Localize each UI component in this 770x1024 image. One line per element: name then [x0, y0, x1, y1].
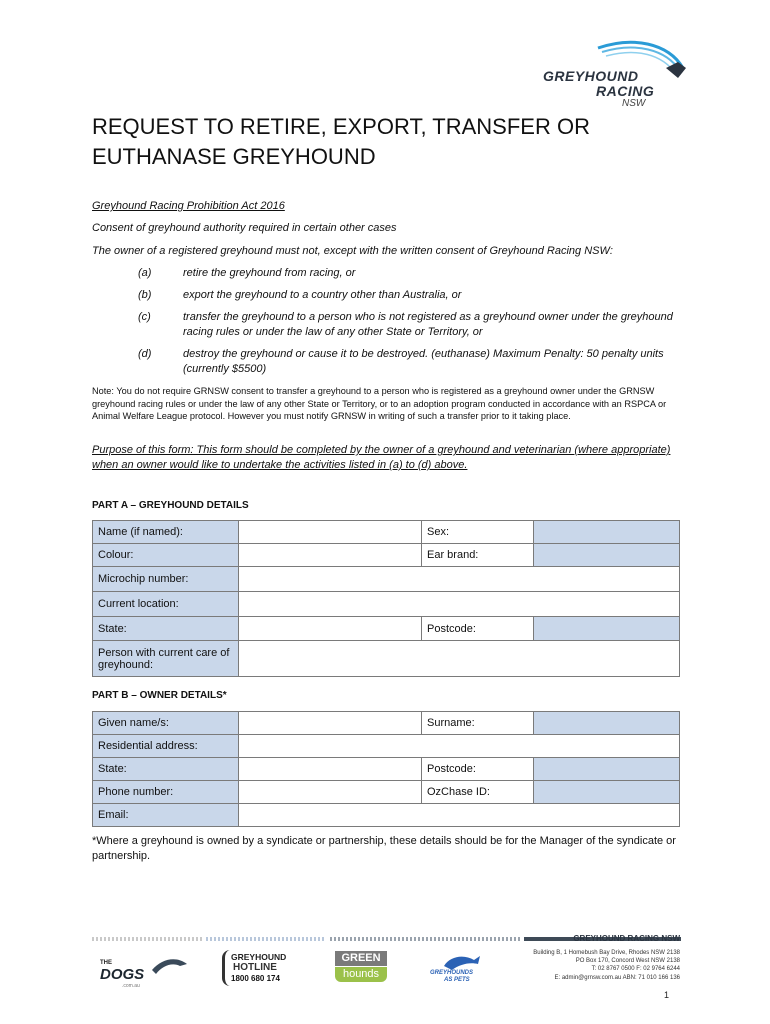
- address-line: Building B, 1 Homebush Bay Drive, Rhodes NSW 2138: [533, 950, 680, 956]
- surname-label: Surname:: [422, 712, 534, 735]
- list-item: [92, 310, 682, 340]
- item-label: (b): [138, 289, 152, 301]
- phone-field[interactable]: [239, 781, 422, 804]
- item-text: export the greyhound to a country other than Australia, or: [183, 289, 462, 301]
- org-name: GREYHOUND RACING NSW: [573, 934, 680, 943]
- phone-label: Phone number:: [93, 781, 239, 804]
- dogs-url-text: .com.au: [122, 983, 140, 989]
- greenhounds-logo: [335, 951, 387, 983]
- sex-label: Sex:: [422, 521, 534, 544]
- hounds-text: hounds: [335, 967, 387, 982]
- item-text: destroy the greyhound or cause it to be destroyed. (euthanase) Maximum Penalty: 50 penalty units (currently $5500): [183, 348, 664, 375]
- hotline-logo: [222, 950, 305, 986]
- name-field[interactable]: [239, 521, 422, 544]
- surname-field[interactable]: [534, 712, 680, 735]
- the-dogs-logo: [92, 950, 192, 990]
- microchip-label: Microchip number:: [93, 567, 239, 592]
- ozchase-field[interactable]: [534, 781, 680, 804]
- address-field[interactable]: [239, 735, 680, 758]
- address-line: PO Box 170, Concord West NSW 2138: [575, 958, 680, 964]
- logo-line-1: GREYHOUND: [543, 68, 639, 84]
- owner-state-field[interactable]: [239, 758, 422, 781]
- item-label: (a): [138, 267, 152, 279]
- list-item: [92, 288, 682, 303]
- hotline-line-2: HOTLINE: [233, 962, 277, 973]
- postcode-field[interactable]: [534, 617, 680, 641]
- purpose-paragraph: Purpose of this form: This form should be completed by the owner of a greyhound and veterinarian (where appropriate) when an owner would like to undertake the activities listed in (a) to (d) above.: [92, 444, 671, 471]
- owner-details-table: [92, 711, 680, 827]
- name-label: Name (if named):: [93, 521, 239, 544]
- logo-line-2: RACING: [596, 83, 655, 99]
- ozchase-label: OzChase ID:: [422, 781, 534, 804]
- item-text: transfer the greyhound to a person who is not registered as a greyhound owner under the greyhound racing rules or under the law of any other State or Territory, or: [183, 311, 673, 338]
- gap-line-1: GREYHOUNDS: [430, 970, 474, 976]
- activity-list: [92, 266, 682, 384]
- location-field[interactable]: [239, 592, 680, 617]
- owner-postcode-label: Postcode:: [422, 758, 534, 781]
- greyhounds-as-pets-logo: [430, 952, 490, 984]
- item-label: (c): [138, 311, 151, 323]
- owner-postcode-field[interactable]: [534, 758, 680, 781]
- item-text: retire the greyhound from racing, or: [183, 267, 356, 279]
- ear-brand-field[interactable]: [534, 544, 680, 567]
- email-field[interactable]: [239, 804, 680, 827]
- postcode-label: Postcode:: [422, 617, 534, 641]
- act-title: Greyhound Racing Prohibition Act 2016: [92, 200, 285, 212]
- footer-stripe: [330, 937, 520, 941]
- phone-line: T: 02 8767 0500 F: 02 9764 6244: [591, 966, 680, 972]
- item-label: (d): [138, 348, 152, 360]
- footer-stripe: [206, 937, 326, 941]
- care-field[interactable]: [239, 641, 680, 677]
- colour-label: Colour:: [93, 544, 239, 567]
- page-title: REQUEST TO RETIRE, EXPORT, TRANSFER OR EUTHANASE GREYHOUND: [92, 114, 590, 169]
- logo-line-3: NSW: [622, 98, 646, 109]
- ear-brand-label: Ear brand:: [422, 544, 534, 567]
- email-label: Email:: [93, 804, 239, 827]
- list-item: [92, 266, 682, 281]
- grnsw-logo: [538, 38, 688, 108]
- dogs-big-text: DOGS: [100, 966, 145, 983]
- owner-statement: The owner of a registered greyhound must not, except with the written consent of Greyhound Racing NSW:: [92, 245, 613, 257]
- given-name-field[interactable]: [239, 712, 422, 735]
- part-a-heading: PART A – GREYHOUND DETAILS: [92, 500, 249, 511]
- part-b-heading: PART B – OWNER DETAILS*: [92, 690, 227, 701]
- greyhound-details-table: [92, 520, 680, 677]
- hotline-number: 1800 680 174: [231, 974, 280, 983]
- consent-heading: Consent of greyhound authority required in certain other cases: [92, 222, 397, 234]
- sex-field[interactable]: [534, 521, 680, 544]
- list-item: [92, 347, 682, 377]
- microchip-field[interactable]: [239, 567, 680, 592]
- footer-stripe: [92, 937, 202, 941]
- state-field[interactable]: [239, 617, 422, 641]
- gap-line-2: AS PETS: [444, 977, 470, 983]
- note-paragraph: Note: You do not require GRNSW consent to transfer a greyhound to a person who is registered as a greyhound owner under the GRNSW greyhound racing rules or under the law of any other State or Territory, or to an adoption program conducted in accordance with an RSPCA or Animal Welfare League protocol. However you must notify GRNSW in writing of such a transfer prior to it taking place.: [92, 386, 667, 422]
- care-label: Person with current care of greyhound:: [93, 641, 239, 677]
- address-label: Residential address:: [93, 735, 239, 758]
- colour-field[interactable]: [239, 544, 422, 567]
- dog-icon: [430, 952, 490, 972]
- syndicate-footnote: *Where a greyhound is owned by a syndicate or partnership, these details should be for the Manager of the syndicate or partnership.: [92, 835, 676, 862]
- page-number: 1: [664, 990, 670, 1000]
- green-text: GREEN: [335, 951, 387, 966]
- hotline-line-1: GREYHOUND: [231, 952, 287, 962]
- owner-state-label: State:: [93, 758, 239, 781]
- state-label: State:: [93, 617, 239, 641]
- dogs-small-text: THE: [100, 960, 112, 966]
- email-line: E: admin@grnsw.com.au ABN: 71 010 166 136: [554, 975, 680, 981]
- given-name-label: Given name/s:: [93, 712, 239, 735]
- location-label: Current location:: [93, 592, 239, 617]
